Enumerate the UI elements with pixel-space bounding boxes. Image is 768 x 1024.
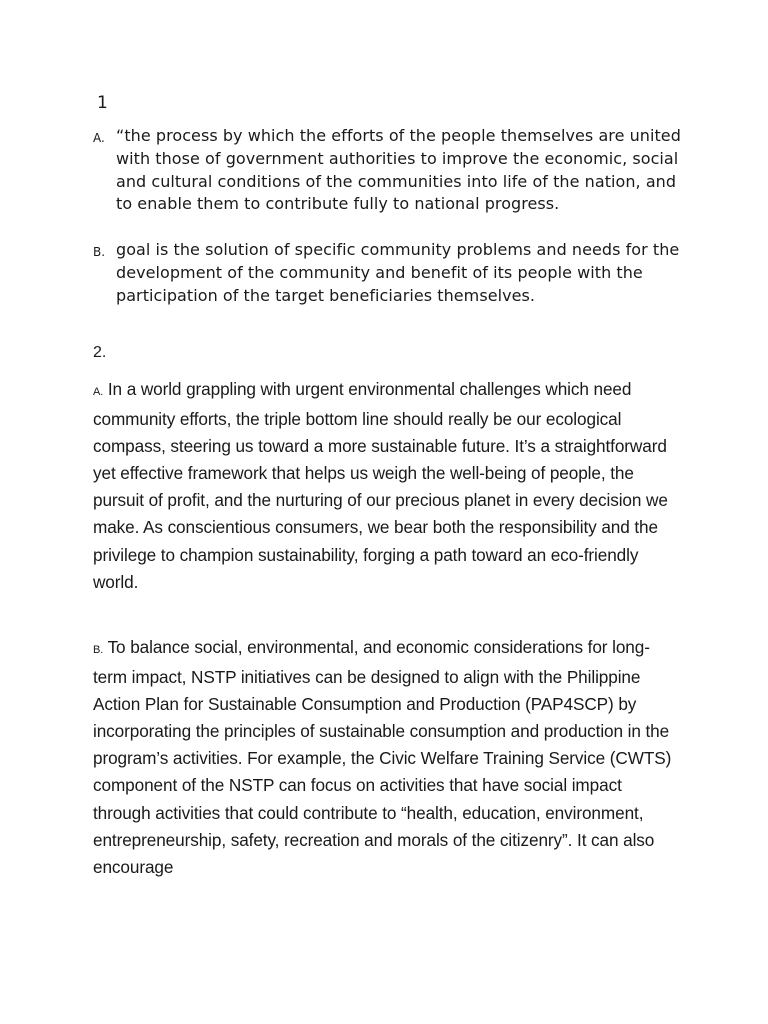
section-2-paragraph-b-text: To balance social, environmental, and economic considerations for long-term impact, NSTP initiatives can be designed to align with the Philippine Action Plan for Sustainable Consumption and Production (PAP4SCP) by incorporating the principles of sustainable consumption and production in the program’s activities. For example, the Civic Welfare Training Service (CWTS) component of the NSTP can focus on activities that have social impact through activities that could contribute to “health, education, environment, entrepreneurship, safety, recreation and morals of the citizenry”. It can also encourage (93, 637, 672, 877)
section-1-item-a-text: “the process by which the efforts of the people themselves are united with those of government authorities to improve the economic, social and cultural conditions of the communities into life of the nation, and to enable them to contribute fully to national progress. (116, 126, 681, 214)
list-marker-a: A. (93, 131, 105, 145)
section-1-item-b-text: goal is the solution of specific community problems and needs for the development of the community and benefit of its people with the participation of the target beneficiaries themselves. (116, 240, 680, 305)
section-1-item-a (93, 125, 683, 216)
list-marker-b: B. (93, 245, 106, 259)
section-1-number: 1 (97, 93, 108, 113)
paragraph-marker-a: A. (93, 386, 104, 398)
paragraph-marker-b: B. (93, 644, 104, 656)
section-1-item-b (93, 239, 683, 307)
section-2-number: 2. (93, 344, 107, 361)
section-2-paragraph-a-text: In a world grappling with urgent environmental challenges which need community efforts, the triple bottom line should really be our ecological compass, steering us toward a more sustainable future. It’s a straightforward yet effective framework that helps us weigh the well-being of people, the pursuit of profit, and the nurturing of our precious planet in every decision we make. As conscientious consumers, we bear both the responsibility and the privilege to champion sustainability, forging a path toward an eco-friendly world. (93, 379, 668, 592)
section-2-paragraph-a (93, 376, 683, 596)
section-2-paragraph-b (93, 634, 683, 881)
